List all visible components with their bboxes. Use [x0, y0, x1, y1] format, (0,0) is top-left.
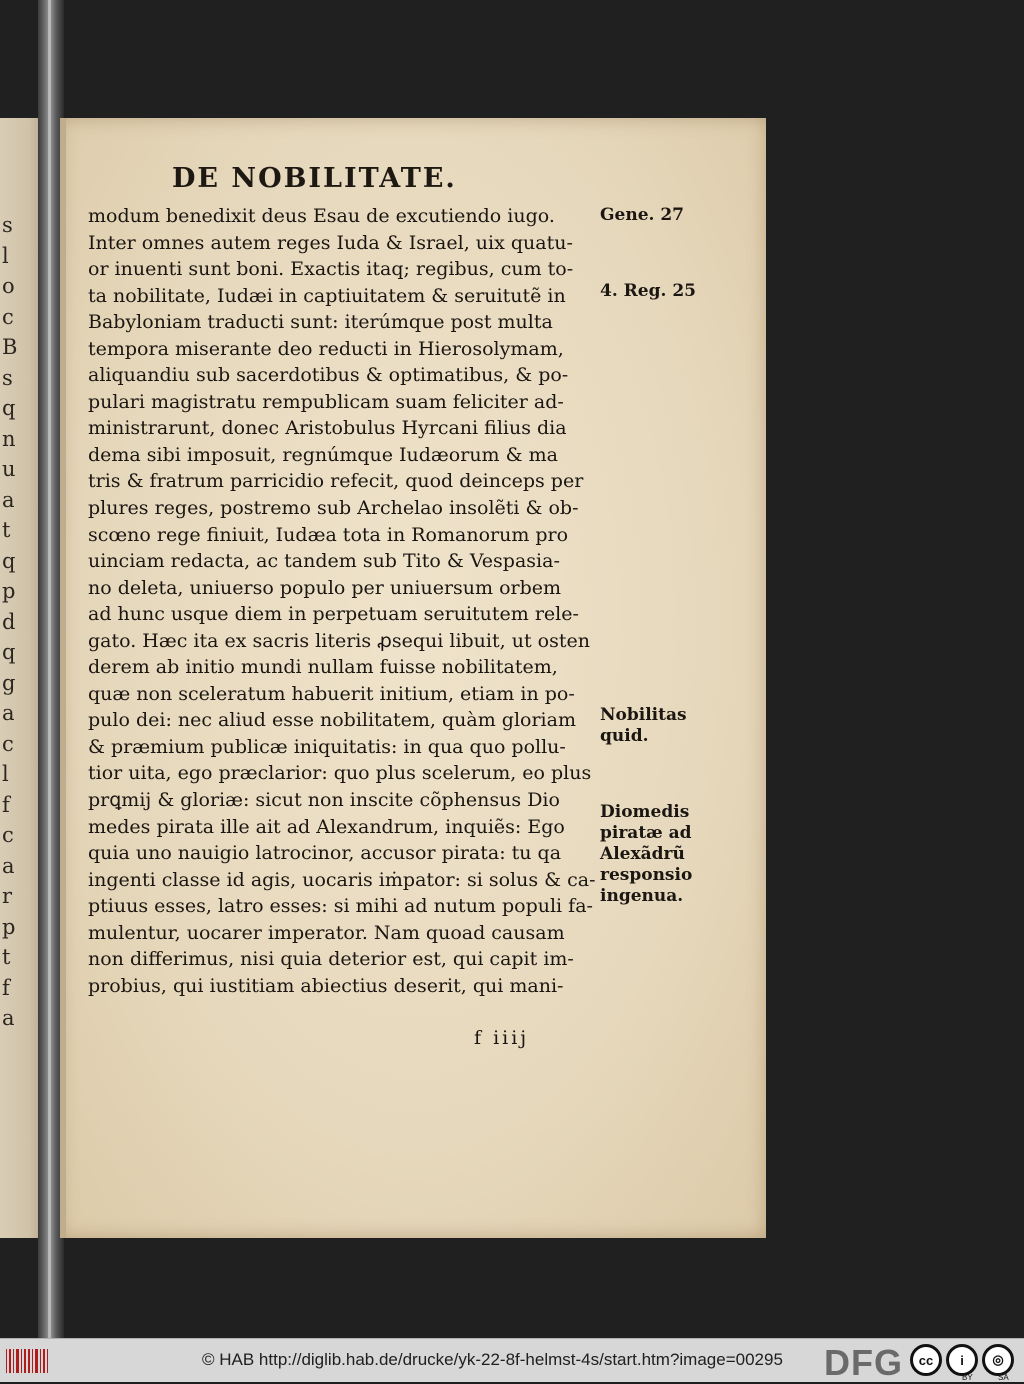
barcode-bar — [35, 1349, 38, 1373]
text-line: & præmium publicæ iniquitatis: in qua quo pollu- — [88, 735, 566, 758]
text-line: probius, qui iustitiam abiectius deserit, qui mani- — [88, 974, 564, 997]
license-label: BY — [962, 1373, 973, 1382]
text-line: ptiuus esses, latro esses: si mihi ad nutum populi fa- — [88, 895, 593, 918]
margin-note-line: Diomedis — [600, 802, 690, 822]
facing-page-letter: u — [2, 457, 16, 481]
facing-page-letter: a — [2, 487, 15, 512]
margin-note-line: ingenua. — [600, 886, 684, 906]
text-line: derem ab initio mundi nullam fuisse nobilitatem, — [88, 656, 558, 679]
margin-note-line: 4. Reg. 25 — [600, 281, 696, 301]
facing-page-letter: q — [2, 396, 16, 420]
margin-note-line: Nobilitas — [600, 705, 687, 725]
text-line: modum benedixit deus Esau de excutiendo iugo. — [88, 205, 555, 227]
barcode-bar — [47, 1349, 48, 1373]
body-text — [88, 203, 602, 999]
facing-page-letter: p — [2, 914, 16, 939]
dfg-logo: DFG — [824, 1342, 903, 1383]
viewer-footer — [0, 1338, 1024, 1382]
text-line: scœno rege finiuit, Iudæa tota in Romanorum pro — [88, 523, 569, 546]
license-circle: ◎ — [982, 1344, 1014, 1376]
facing-page-letter: n — [2, 426, 16, 451]
text-line: mulentur, uocarer imperator. Nam quoad causam — [88, 921, 565, 944]
license-circle: i — [946, 1344, 978, 1376]
text-line: non differimus, nisi quia deterior est, qui capit im- — [88, 948, 574, 971]
barcode-bar — [28, 1349, 30, 1373]
text-line: quia uno nauigio latrocinor, accusor pirata: tu qa — [88, 842, 562, 865]
text-line: prꝗmij & gloriæ: sicut non inscite cõphensus Dio — [88, 789, 560, 812]
text-line: pulo dei: nec aliud esse nobilitatem, quàm gloriam — [88, 709, 576, 732]
facing-page-letter: a — [2, 853, 15, 878]
text-line: ingenti classe id agis, uocaris iṁpator: si solus & ca- — [88, 868, 596, 891]
facing-page-letter: o — [2, 274, 15, 298]
text-line: quæ non sceleratum habuerit initium, etiam in po- — [88, 682, 575, 705]
barcode-icon — [6, 1349, 48, 1373]
text-line: Inter omnes autem reges Iuda & Israel, uix quatu- — [88, 231, 573, 254]
facing-page-letter: t — [2, 518, 11, 542]
facing-page-letter: l — [2, 243, 9, 268]
facing-page-letter: s — [2, 365, 13, 390]
barcode-bar — [43, 1349, 45, 1373]
facing-page-letter: B — [2, 335, 18, 359]
margin-note-line: Alexãdrũ — [600, 844, 685, 864]
text-line: plures reges, postremo sub Archelao insolẽti & ob- — [88, 497, 579, 520]
facing-page-letter: c — [2, 731, 14, 756]
margin-note-line: piratæ ad — [600, 823, 692, 843]
text-line: tempora miserante deo reducti in Hierosolymam, — [88, 337, 564, 360]
margin-note-line: quid. — [600, 726, 649, 746]
facing-page-letter: f — [2, 975, 10, 1000]
margin-note-genesis — [600, 205, 718, 226]
text-line: ad hunc usque diem in perpetuam seruitutem rele- — [88, 603, 579, 626]
text-line: ministrarunt, donec Aristobulus Hyrcani filius dia — [88, 417, 567, 440]
barcode-bar — [6, 1349, 7, 1373]
margin-note-line: Gene. 27 — [600, 205, 685, 225]
page-gutter — [60, 118, 66, 1238]
facing-page-edge — [0, 118, 42, 1238]
text-line: ta nobilitate, Iudæi in captiuitatem & seruitutẽ in — [88, 284, 566, 307]
margin-note-reges — [600, 281, 718, 302]
barcode-bar — [32, 1349, 33, 1373]
facing-page-letters — [2, 210, 32, 1034]
barcode-bar — [21, 1349, 22, 1373]
facing-page-letter: t — [2, 945, 11, 969]
spine-highlight — [48, 0, 51, 1338]
margin-note-line: responsio — [600, 865, 693, 885]
text-line: dema sibi imposuit, regnúmque Iudæorum & ma — [88, 443, 558, 466]
copyright-url[interactable]: © HAB http://diglib.hab.de/drucke/yk-22-8f-helmst-4s/start.htm?image=00295 — [202, 1350, 783, 1369]
facing-page-letter: a — [2, 701, 15, 725]
facing-page-letter: l — [2, 762, 9, 786]
facing-page-letter: d — [2, 609, 16, 634]
text-line: tior uita, ego præclarior: quo plus scelerum, eo plus — [88, 762, 592, 785]
facing-page-letter: s — [2, 213, 13, 237]
margin-note-diomedes — [600, 802, 718, 907]
facing-page-letter: q — [2, 548, 16, 573]
cc-license-icon[interactable] — [910, 1343, 1014, 1382]
margin-note-nobilitas — [600, 705, 718, 747]
running-head: DE NOBILITATE. — [172, 163, 457, 194]
barcode-bar — [40, 1349, 41, 1373]
signature-mark: f iiij — [474, 1027, 530, 1049]
license-label: SA — [998, 1373, 1009, 1382]
barcode-bar — [9, 1349, 11, 1373]
facing-page-letter: g — [2, 670, 16, 695]
text-line: Babyloniam traducti sunt: iterúmque post multa — [88, 311, 553, 334]
text-line: tris & fratrum parricidio refecit, quod deinceps per — [88, 470, 584, 493]
facing-page-letter: c — [2, 823, 14, 847]
text-line: aliquandiu sub sacerdotibus & optimatibus, & po- — [88, 364, 569, 387]
text-line: gato. Hæc ita ex sacris literis ꝓsequi libuit, ut osten — [88, 629, 590, 652]
barcode-bar — [16, 1349, 19, 1373]
barcode-bar — [24, 1349, 26, 1373]
license-circle: cc — [910, 1344, 942, 1376]
facing-page-letter: c — [2, 304, 14, 329]
facing-page-letter: p — [2, 579, 16, 603]
facing-page-letter: q — [2, 640, 16, 664]
facing-page-letter: a — [2, 1006, 15, 1030]
text-line: uinciam redacta, ac tandem sub Tito & Vespasia- — [88, 550, 560, 573]
text-line: no deleta, uniuerso populo per uniuersum orbem — [88, 576, 562, 599]
text-line: or inuenti sunt boni. Exactis itaq; regibus, cum to- — [88, 258, 574, 281]
facing-page-letter: r — [2, 884, 13, 908]
barcode-bar — [13, 1349, 14, 1373]
text-line: pulari magistratu rempublicam suam feliciter ad- — [88, 390, 564, 413]
text-line: medes pirata ille ait ad Alexandrum, inquiẽs: Ego — [88, 815, 565, 838]
facing-page-letter: f — [2, 792, 10, 817]
